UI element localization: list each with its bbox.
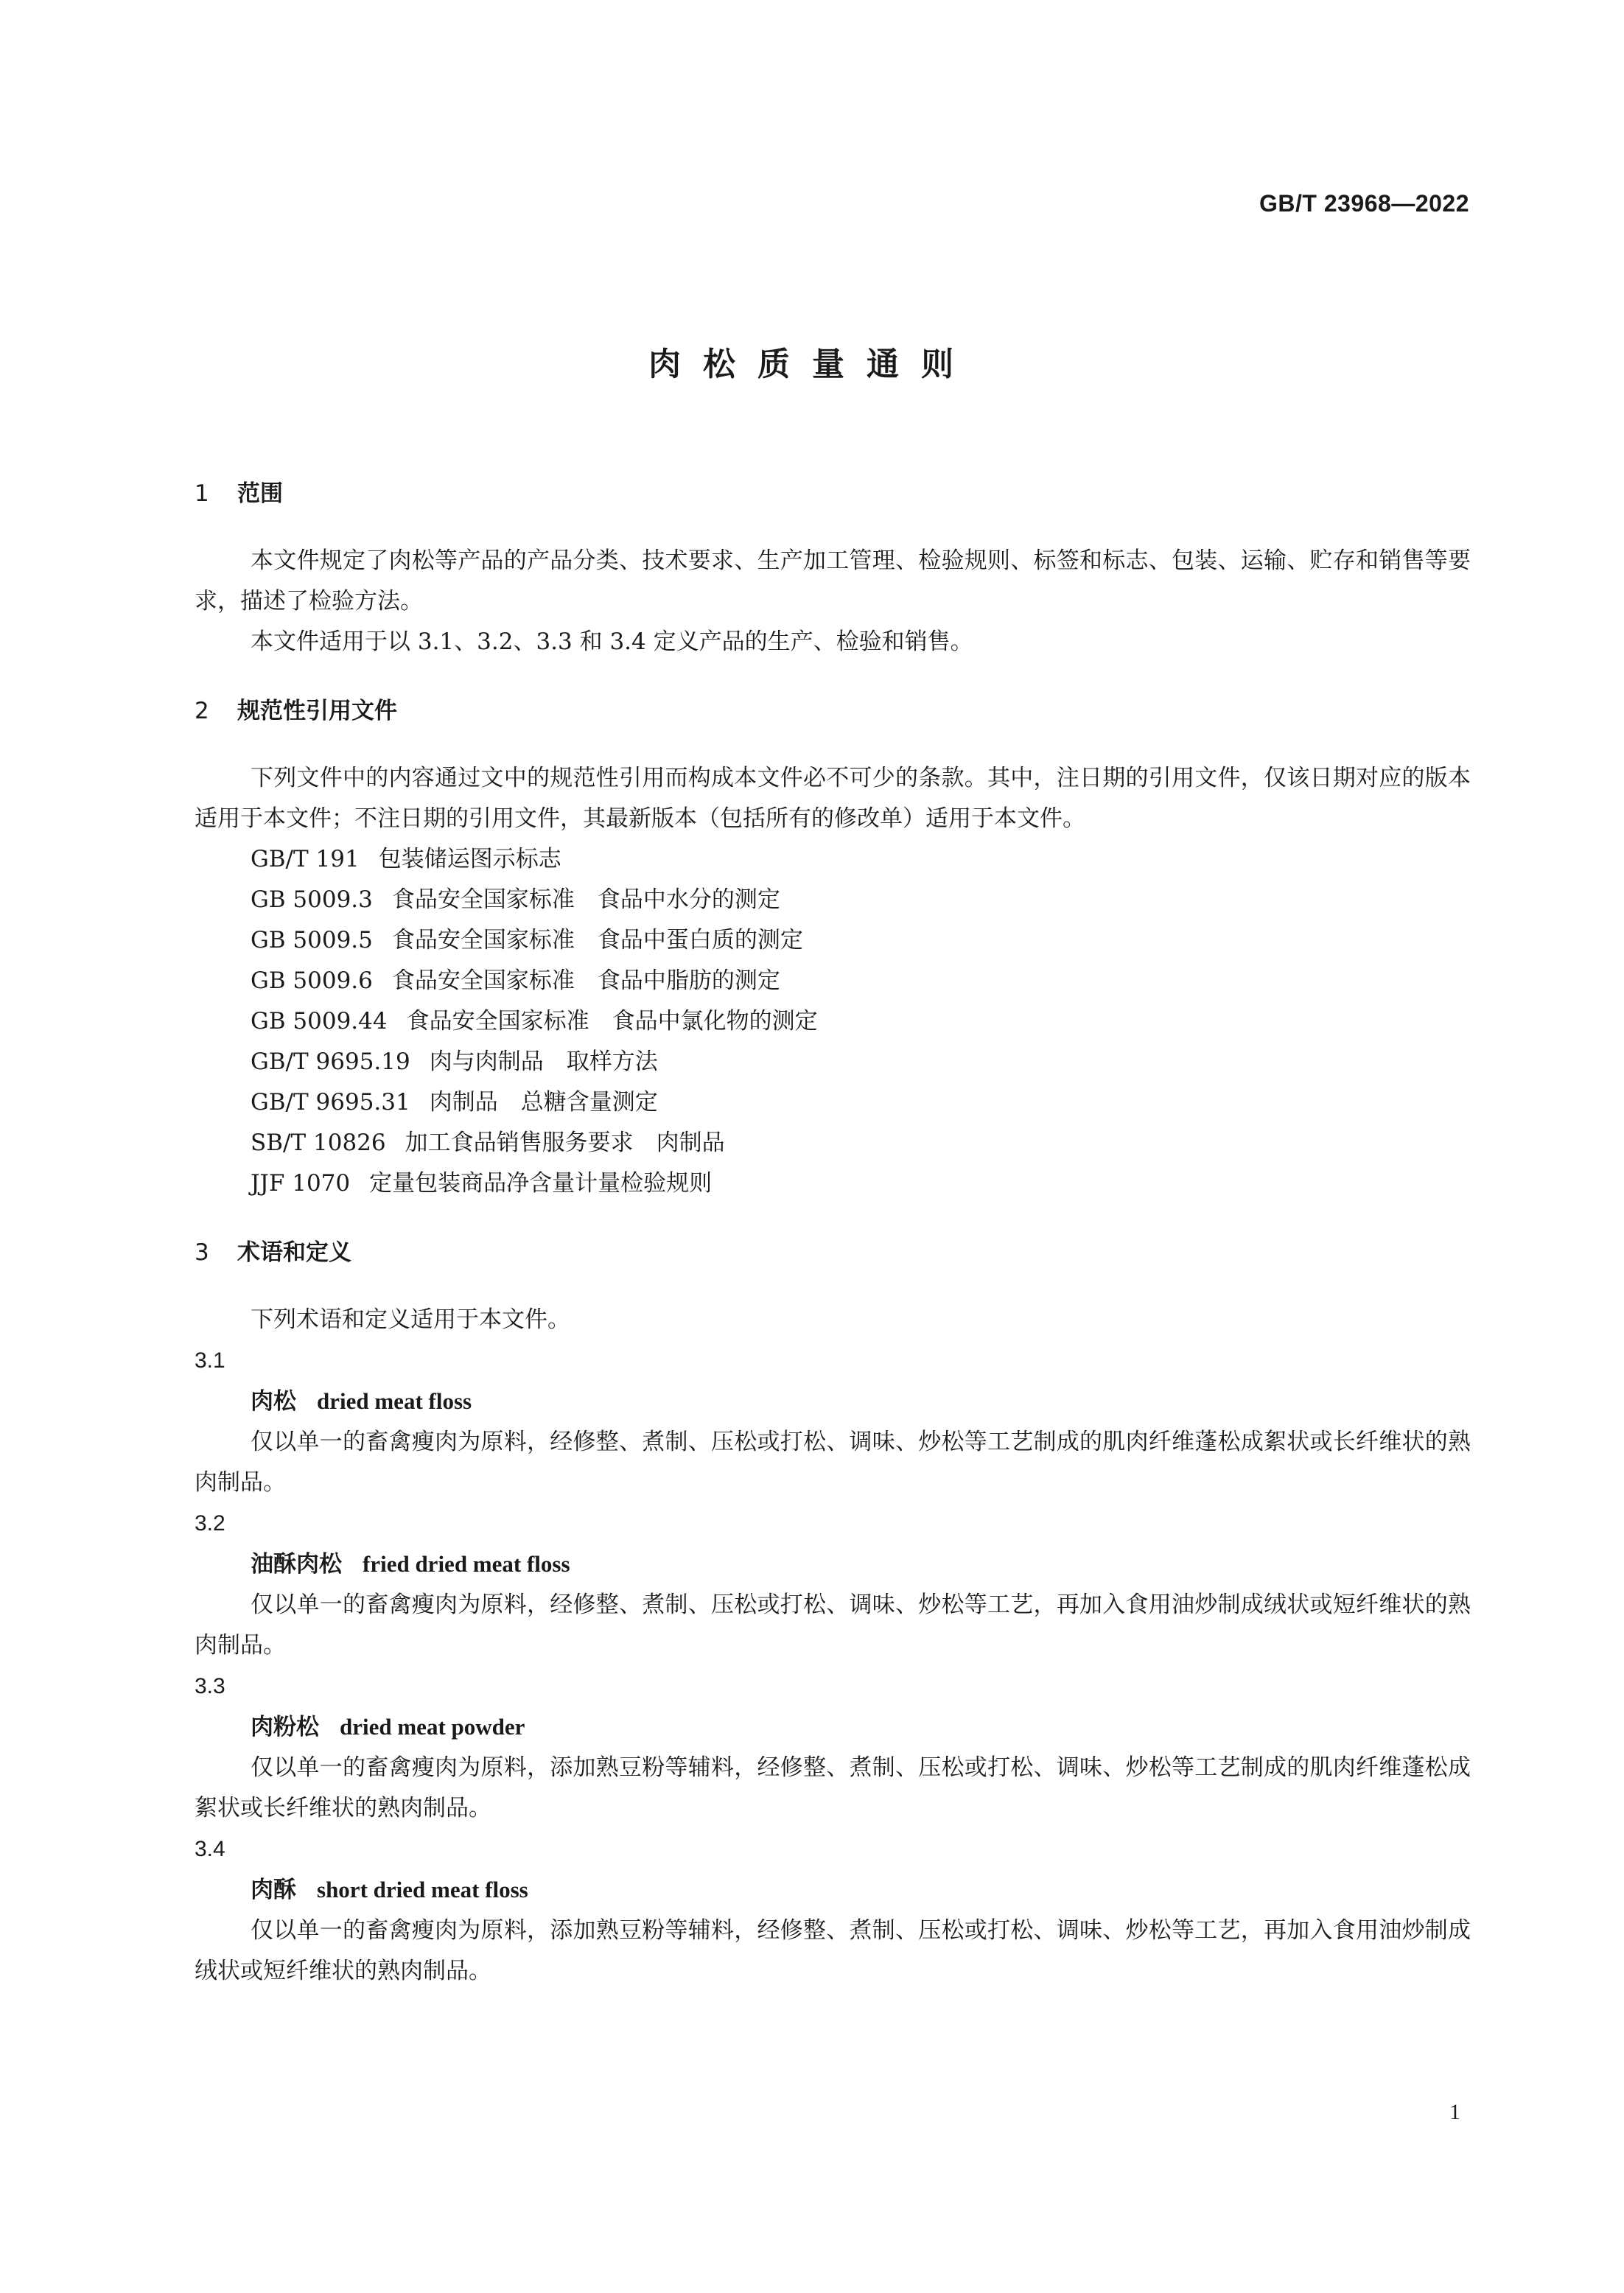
term-entry (195, 1829, 1471, 1992)
term-definition: 仅以单一的畜禽瘦肉为原料，经修整、煮制、压松或打松、调味、炒松等工艺，再加入食用油炒制成绒状或短纤维状的熟肉制品。 (195, 1592, 1471, 1659)
paragraph: 本文件规定了肉松等产品的产品分类、技术要求、生产加工管理、检验规则、标签和标志、包装、运输、贮存和销售等要求，描述了检验方法。 (195, 547, 1471, 615)
document-body (195, 477, 1471, 1992)
section-heading (195, 477, 1471, 510)
reference-name: 食品安全国家标准 食品中脂肪的测定 (391, 967, 780, 994)
term-chinese: 肉粉松 (251, 1714, 319, 1740)
section-heading (195, 1236, 1471, 1269)
term-english: fried dried meat floss (363, 1551, 570, 1577)
term-definition: 仅以单一的畜禽瘦肉为原料，经修整、煮制、压松或打松、调味、炒松等工艺制成的肌肉纤维蓬松成絮状或长纤维状的熟肉制品。 (195, 1429, 1471, 1496)
term-heading (195, 1869, 1471, 1911)
reference-name: 定量包装商品净含量计量检验规则 (369, 1170, 713, 1197)
document-title: 肉松质量通则 (648, 346, 976, 383)
reference-item (195, 839, 1471, 880)
term-chinese: 油酥肉松 (251, 1551, 342, 1578)
term-heading (195, 1544, 1471, 1585)
term-chinese: 肉松 (251, 1388, 296, 1415)
reference-name: 包装储运图示标志 (378, 846, 561, 872)
reference-item (195, 1123, 1471, 1163)
section-number: 3 (195, 1239, 209, 1266)
paragraph: 下列文件中的内容通过文中的规范性引用而构成本文件必不可少的条款。其中，注日期的引用文件，仅该日期对应的版本适用于本文件；不注日期的引用文件，其最新版本（包括所有的修改单）适用于本文件。 (195, 765, 1471, 832)
reference-name: 加工食品销售服务要求 肉制品 (405, 1130, 725, 1156)
term-english: dried meat floss (317, 1388, 472, 1414)
term-number: 3.3 (195, 1674, 225, 1698)
reference-code: GB 5009.5 (251, 927, 373, 953)
term-number: 3.2 (195, 1511, 225, 1536)
section-number: 1 (195, 480, 209, 507)
reference-item (195, 1082, 1471, 1123)
section-normative-references (195, 695, 1471, 1204)
reference-list (195, 839, 1471, 1204)
reference-code: SB/T 10826 (251, 1130, 386, 1156)
term-definition: 仅以单一的畜禽瘦肉为原料，添加熟豆粉等辅料，经修整、煮制、压松或打松、调味、炒松等工艺制成的肌肉纤维蓬松成絮状或长纤维状的熟肉制品。 (195, 1754, 1471, 1821)
reference-item (195, 1001, 1471, 1042)
term-definition: 仅以单一的畜禽瘦肉为原料，添加熟豆粉等辅料，经修整、煮制、压松或打松、调味、炒松等工艺，再加入食用油炒制成绒状或短纤维状的熟肉制品。 (195, 1917, 1471, 1984)
standard-code: GB/T 23968—2022 (1259, 190, 1469, 217)
reference-item (195, 961, 1471, 1001)
reference-item (195, 1163, 1471, 1204)
reference-code: JJF 1070 (251, 1170, 351, 1197)
reference-name: 肉制品 总糖含量测定 (429, 1089, 658, 1116)
term-english: short dried meat floss (317, 1877, 528, 1902)
term-number: 3.1 (195, 1348, 225, 1373)
reference-name: 食品安全国家标准 食品中水分的测定 (391, 886, 780, 913)
reference-code: GB 5009.44 (251, 1008, 388, 1035)
section-number: 2 (195, 698, 209, 724)
paragraph: 本文件适用于以 3.1、3.2、3.3 和 3.4 定义产品的生产、检验和销售。 (251, 629, 973, 655)
reference-code: GB/T 9695.31 (251, 1089, 410, 1116)
reference-name: 肉与肉制品 取样方法 (429, 1049, 658, 1075)
section-title: 术语和定义 (237, 1239, 351, 1266)
term-number: 3.4 (195, 1837, 225, 1861)
section-title: 范围 (237, 480, 283, 507)
reference-item (195, 880, 1471, 920)
reference-name: 食品安全国家标准 食品中氯化物的测定 (406, 1008, 818, 1035)
section-scope (195, 477, 1471, 662)
reference-code: GB 5009.3 (251, 886, 373, 913)
paragraph: 下列术语和定义适用于本文件。 (251, 1306, 570, 1333)
reference-code: GB 5009.6 (251, 967, 373, 994)
term-entry (195, 1666, 1471, 1829)
reference-item (195, 1042, 1471, 1082)
section-title: 规范性引用文件 (237, 698, 397, 724)
term-heading (195, 1706, 1471, 1748)
term-entry (195, 1503, 1471, 1666)
term-chinese: 肉酥 (251, 1877, 296, 1903)
term-entry (195, 1340, 1471, 1503)
term-heading (195, 1381, 1471, 1422)
reference-code: GB/T 191 (251, 846, 360, 872)
section-heading (195, 695, 1471, 727)
section-terms-definitions (195, 1236, 1471, 1992)
reference-name: 食品安全国家标准 食品中蛋白质的测定 (391, 927, 803, 953)
reference-code: GB/T 9695.19 (251, 1049, 410, 1075)
page-number: 1 (1449, 2100, 1460, 2124)
term-english: dried meat powder (340, 1714, 525, 1740)
reference-item (195, 920, 1471, 961)
